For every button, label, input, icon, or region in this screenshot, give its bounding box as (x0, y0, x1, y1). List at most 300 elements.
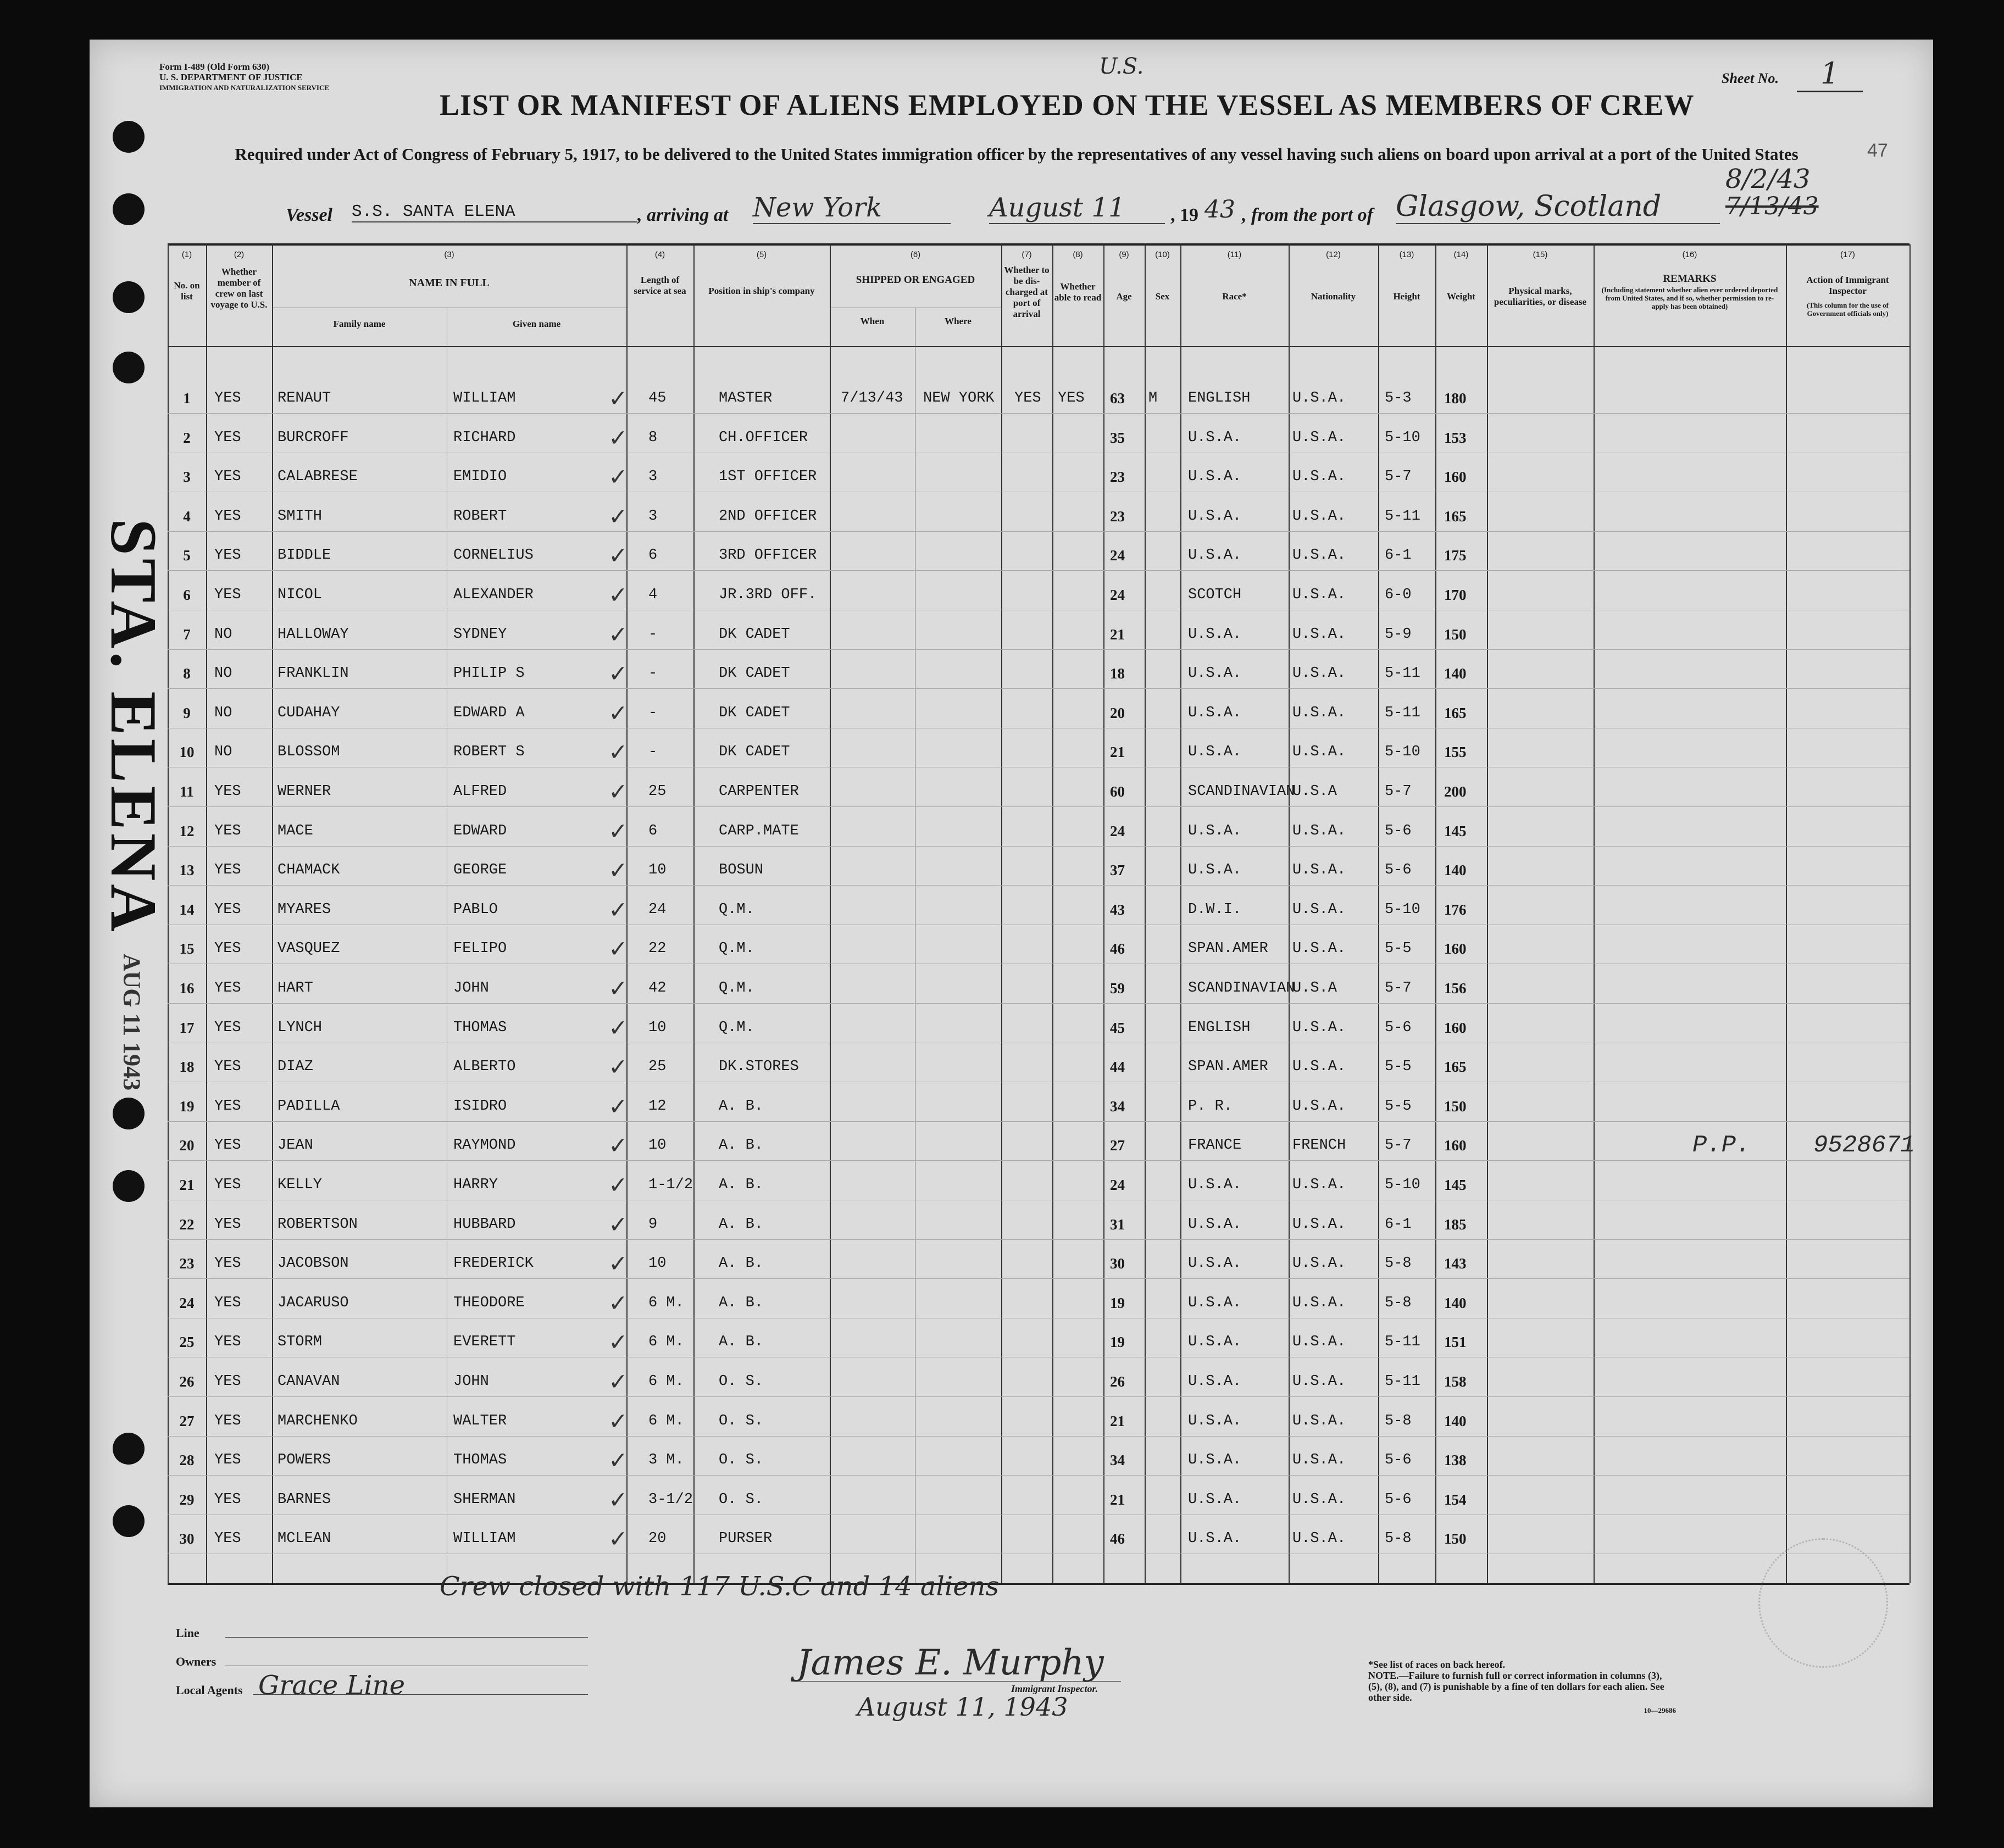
row-number: 1 (183, 390, 191, 407)
cell-given: THEODORE (453, 1294, 525, 1311)
row-number: 12 (179, 822, 195, 839)
cell-member: YES (214, 862, 241, 879)
cell-length: 6 (648, 822, 658, 839)
cell-weight: 150 (1444, 1098, 1467, 1115)
cell-age: 24 (1110, 547, 1125, 564)
cell-length: 4 (648, 587, 658, 603)
col-line (206, 244, 207, 1583)
cell-member: YES (214, 1137, 241, 1154)
cell-weight: 156 (1444, 980, 1467, 997)
col-line (626, 244, 628, 1583)
cell-position: A. B. (719, 1255, 764, 1272)
cell-height: 5-5 (1385, 1098, 1412, 1115)
cell-weight: 140 (1444, 862, 1467, 879)
check-mark-icon: ✓ (610, 582, 626, 611)
check-mark-icon: ✓ (610, 975, 626, 1005)
cell-nationality: U.S.A. (1292, 1452, 1346, 1469)
cell-race: U.S.A. (1188, 429, 1242, 446)
punch-hole (113, 1505, 145, 1537)
cell-age: 24 (1110, 822, 1125, 839)
date-stamp: AUG 11 1943 (118, 953, 146, 1091)
col-num-1: (1) (181, 250, 192, 259)
check-mark-icon: ✓ (610, 1407, 626, 1438)
footnotes (1368, 1659, 1676, 1716)
vessel-label: Vessel (286, 205, 332, 225)
cell-family: LYNCH (277, 1019, 323, 1036)
cell-member: YES (214, 940, 241, 958)
cell-nationality: U.S.A. (1292, 1412, 1346, 1429)
row-number: 17 (179, 1019, 195, 1036)
cell-length: 6 M. (648, 1294, 684, 1311)
cell-given: CORNELIUS (453, 547, 534, 564)
cell-nationality: U.S.A. (1292, 587, 1346, 603)
cell-weight: 140 (1444, 1412, 1467, 1429)
punch-hole (113, 1433, 145, 1465)
header-family: Family name (333, 319, 386, 329)
cell-position: CARP.MATE (719, 822, 799, 839)
cell-weight: 165 (1444, 704, 1467, 721)
header-age: Age (1116, 291, 1132, 302)
title-insert: U.S. (1099, 54, 1144, 79)
cell-age: 46 (1110, 1530, 1125, 1548)
row-rule (168, 688, 1909, 689)
cell-race: U.S.A. (1188, 1373, 1242, 1390)
cell-weight: 165 (1444, 508, 1467, 525)
cell-length: 8 (648, 429, 658, 446)
header-position: Position in ship's company (708, 286, 815, 296)
cell-member: NO (214, 626, 232, 643)
owners-label: Owners (176, 1655, 217, 1668)
cell-age: 18 (1110, 665, 1125, 682)
col-num-13: (13) (1399, 250, 1414, 259)
cell-age: 21 (1110, 1491, 1125, 1508)
subtitle: Required under Act of Congress of February 5, 1917, to be delivered to the United States immigration officer by the representatives of any vessel having such aliens on board upon arrival at a port of the United States (235, 144, 1798, 164)
check-mark-icon: ✓ (610, 424, 626, 454)
cell-age: 19 (1110, 1294, 1125, 1311)
cell-height: 5-8 (1385, 1294, 1412, 1311)
cell-weight: 165 (1444, 1059, 1467, 1076)
row-number: 26 (179, 1373, 195, 1390)
cell-race: U.S.A. (1188, 744, 1242, 761)
header-action: Action of Immigrant Inspector (1806, 275, 1889, 296)
cell-family: KELLY (277, 1177, 323, 1193)
cell-nationality: U.S.A. (1292, 1059, 1346, 1076)
row-number: 15 (179, 940, 195, 958)
header-nationality: Nationality (1311, 291, 1356, 302)
cell-race: U.S.A. (1188, 626, 1242, 643)
cell-given: RICHARD (453, 429, 516, 446)
col-line (1289, 244, 1290, 1583)
cell-weight: 176 (1444, 901, 1467, 918)
cell-age: 23 (1110, 469, 1125, 486)
col-num-9: (9) (1119, 250, 1129, 259)
row-rule (168, 531, 1909, 532)
cell-height: 5-9 (1385, 626, 1412, 643)
row-rule (168, 1396, 1909, 1397)
cell-race: U.S.A. (1188, 1530, 1242, 1548)
cell-height: 5-8 (1385, 1530, 1412, 1548)
cell-position: DK CADET (719, 626, 790, 643)
cell-given: EVERETT (453, 1334, 516, 1351)
cell-position: BOSUN (719, 862, 764, 879)
cell-nationality: U.S.A. (1292, 822, 1346, 839)
inspector-label: Immigrant Inspector. (1011, 1683, 1098, 1694)
row-number: 16 (179, 980, 195, 997)
cell-race: SPAN.AMER (1188, 1059, 1268, 1076)
cell-age: 27 (1110, 1137, 1125, 1154)
row-number: 30 (179, 1530, 195, 1548)
check-mark-icon: ✓ (610, 1250, 626, 1281)
cell-given: ALFRED (453, 783, 507, 800)
row-rule (168, 570, 1909, 571)
row-rule (168, 1239, 1909, 1240)
header-action-sub: (This column for the use of Government officials only) (1807, 301, 1889, 318)
row-number: 5 (183, 547, 191, 564)
cell-race: U.S.A. (1188, 1491, 1242, 1508)
cell-member: NO (214, 744, 232, 761)
cell-age: 35 (1110, 429, 1125, 446)
cell-race: U.S.A. (1188, 1452, 1242, 1469)
col-num-16: (16) (1682, 250, 1697, 259)
cell-length: 22 (648, 940, 667, 958)
col-line (1001, 244, 1002, 1583)
cell-position: A. B. (719, 1334, 764, 1351)
cell-family: JEAN (277, 1137, 313, 1154)
cell-given: SYDNEY (453, 626, 507, 643)
cell-family: NICOL (277, 587, 323, 603)
cell-length: 20 (648, 1530, 667, 1548)
cell-age: 24 (1110, 1177, 1125, 1193)
cell-member: YES (214, 1019, 241, 1036)
cell-given: WILLIAM (453, 1530, 516, 1548)
header-read: Whether able to read (1054, 281, 1102, 303)
cell-member: YES (214, 1294, 241, 1311)
cell-given: PHILIP S (453, 665, 525, 682)
cell-member: YES (214, 1059, 241, 1076)
cell-weight: 160 (1444, 1137, 1467, 1154)
cell-given: EDWARD (453, 822, 507, 839)
header-remarks: REMARKS (1663, 273, 1717, 285)
cell-position: O. S. (719, 1491, 764, 1508)
cell-nationality: U.S.A. (1292, 862, 1346, 879)
cell-position: 2ND OFFICER (719, 508, 817, 525)
header-physical: Physical marks, peculiarities, or disease (1494, 286, 1587, 307)
row-number: 2 (183, 429, 191, 446)
cell-height: 5-6 (1385, 822, 1412, 839)
crew-note: Crew closed with 117 U.S.C and 14 aliens (440, 1571, 1000, 1602)
header-given: Given name (512, 319, 561, 329)
col-line (1435, 244, 1436, 1583)
arriving-port: New York (753, 192, 951, 224)
cell-nationality: U.S.A. (1292, 626, 1346, 643)
row-number: 8 (183, 665, 191, 682)
check-mark-icon: ✓ (610, 817, 626, 848)
cell-position: A. B. (719, 1216, 764, 1233)
cell-height: 5-6 (1385, 1019, 1412, 1036)
departure-port: Glasgow, Scotland (1396, 190, 1720, 224)
cell-race: U.S.A. (1188, 547, 1242, 564)
cell-given: EDWARD A (453, 704, 525, 721)
cell-nationality: U.S.A. (1292, 1216, 1346, 1233)
cell-weight: 185 (1444, 1216, 1467, 1233)
col-line (1487, 244, 1488, 1583)
corner-date: 8/2/43 (1725, 164, 1811, 194)
col-line (693, 244, 695, 1583)
cell-read: YES (1058, 390, 1085, 407)
row-number: 25 (179, 1334, 195, 1351)
row-number: 14 (179, 901, 195, 918)
cell-weight: 138 (1444, 1452, 1467, 1469)
agents-label: Local Agents (176, 1683, 243, 1697)
cell-given: ALBERTO (453, 1059, 516, 1076)
row-number: 9 (183, 704, 191, 721)
cell-weight: 150 (1444, 1530, 1467, 1548)
cell-height: 5-10 (1385, 1177, 1420, 1193)
check-mark-icon: ✓ (610, 1014, 626, 1044)
cell-age: 60 (1110, 783, 1125, 800)
cell-given: WALTER (453, 1412, 507, 1429)
col-line (1145, 244, 1146, 1583)
cell-sex: M (1148, 390, 1158, 407)
cell-weight: 143 (1444, 1255, 1467, 1272)
vessel-stamp (92, 478, 175, 935)
punch-hole (113, 121, 145, 153)
cell-age: 45 (1110, 1019, 1125, 1036)
cell-length: 25 (648, 1059, 667, 1076)
punch-hole (113, 193, 145, 225)
header-weight: Weight (1447, 291, 1475, 302)
cell-member: YES (214, 508, 241, 525)
row-number: 22 (179, 1216, 195, 1233)
cell-nationality: U.S.A. (1292, 1255, 1346, 1272)
cell-given: SHERMAN (453, 1491, 516, 1508)
sheet-label: Sheet No. (1722, 70, 1779, 86)
agents-value: Grace Line (258, 1670, 405, 1701)
cell-length: 3 (648, 508, 658, 525)
cell-height: 5-6 (1385, 862, 1412, 879)
cell-height: 5-11 (1385, 704, 1420, 721)
cell-family: CUDAHAY (277, 704, 340, 721)
cell-member: NO (214, 704, 232, 721)
header-height: Height (1393, 291, 1420, 302)
cell-height: 5-5 (1385, 1059, 1412, 1076)
cell-length: 25 (648, 783, 667, 800)
cell-length: 6 M. (648, 1373, 684, 1390)
cell-nationality: U.S.A. (1292, 665, 1346, 682)
cell-nationality: U.S.A. (1292, 1177, 1346, 1193)
check-mark-icon: ✓ (610, 699, 626, 730)
vessel-name: S.S. SANTA ELENA (352, 202, 637, 222)
cell-position: DK CADET (719, 665, 790, 682)
row-number: 21 (179, 1177, 195, 1193)
cell-nationality: U.S.A. (1292, 940, 1346, 958)
cell-race: U.S.A. (1188, 665, 1242, 682)
check-mark-icon: ✓ (610, 1368, 626, 1398)
cell-position: A. B. (719, 1137, 764, 1154)
row-rule (168, 1160, 1909, 1161)
row-rule (168, 1475, 1909, 1476)
fine-note: NOTE.—Failure to furnish full or correct information in columns (3), (5), (8), and (7) is punishable by a fine of ten dollars for each alien. See other side. (1368, 1670, 1664, 1703)
cell-member: YES (214, 1177, 241, 1193)
header-no: No. on list (174, 280, 200, 302)
col-line (1180, 244, 1181, 1583)
cell-member: YES (214, 1255, 241, 1272)
cell-family: PADILLA (277, 1098, 340, 1115)
check-mark-icon: ✓ (610, 385, 626, 415)
cell-race: SPAN.AMER (1188, 940, 1268, 958)
cell-given: FREDERICK (453, 1255, 534, 1272)
cell-family: STORM (277, 1334, 323, 1351)
header-bottom-rule (168, 346, 1909, 347)
cell-age: 34 (1110, 1452, 1125, 1469)
cell-length: 42 (648, 980, 667, 997)
cell-member: YES (214, 1412, 241, 1429)
cell-member: YES (214, 1216, 241, 1233)
cell-nationality: U.S.A. (1292, 704, 1346, 721)
check-mark-icon: ✓ (610, 739, 626, 769)
cell-length: 6 M. (648, 1412, 684, 1429)
row-rule (168, 846, 1909, 847)
check-mark-icon: ✓ (610, 1486, 626, 1516)
cell-family: MCLEAN (277, 1530, 331, 1548)
cell-given: JOHN (453, 980, 489, 997)
cell-nationality: U.S.A. (1292, 744, 1346, 761)
cell-family: POWERS (277, 1452, 331, 1469)
cell-height: 5-8 (1385, 1255, 1412, 1272)
cell-given: HARRY (453, 1177, 498, 1193)
vessel-stamp-text: STA. ELENA (97, 519, 170, 935)
check-mark-icon: ✓ (610, 1329, 626, 1359)
cell-weight: 175 (1444, 547, 1467, 564)
row-rule (168, 413, 1909, 414)
cell-race: U.S.A. (1188, 1294, 1242, 1311)
cell-length: 1-1/2 (648, 1177, 693, 1193)
check-mark-icon: ✓ (610, 621, 626, 651)
cell-family: WERNER (277, 783, 331, 800)
cell-race: U.S.A. (1188, 508, 1242, 525)
check-mark-icon: ✓ (610, 464, 626, 494)
cell-member: YES (214, 980, 241, 997)
cell-race: U.S.A. (1188, 1412, 1242, 1429)
cell-family: DIAZ (277, 1059, 313, 1076)
row-rule (168, 885, 1909, 886)
cell-height: 5-11 (1385, 1334, 1420, 1351)
cell-length: 3-1/2 (648, 1491, 693, 1508)
cell-weight: 154 (1444, 1491, 1467, 1508)
line-label: Line (176, 1626, 199, 1640)
cell-race: U.S.A. (1188, 469, 1242, 486)
cell-remarks: P.P. (1692, 1132, 1751, 1160)
row-number: 11 (180, 783, 194, 800)
cell-given: HUBBARD (453, 1216, 516, 1233)
cell-position: CH.OFFICER (719, 429, 808, 446)
check-mark-icon: ✓ (610, 896, 626, 926)
cell-age: 26 (1110, 1373, 1125, 1390)
cell-height: 5-11 (1385, 665, 1420, 682)
cell-weight: 140 (1444, 665, 1467, 682)
form-number: Form I-489 (Old Form 630) U. S. DEPARTMENT OF JUSTICE IMMIGRATION AND NATURALIZATION SERVICE (159, 62, 330, 92)
cell-weight: 170 (1444, 587, 1467, 603)
row-number: 4 (183, 508, 191, 525)
check-mark-icon: ✓ (610, 1526, 626, 1556)
cell-position: JR.3RD OFF. (719, 587, 817, 603)
cell-position: Q.M. (719, 901, 754, 918)
table-bottom-rule (168, 1583, 1909, 1585)
col-num-8: (8) (1073, 250, 1083, 259)
sign-date: August 11, 1943 (857, 1692, 1068, 1722)
cell-race: ENGLISH (1188, 1019, 1251, 1036)
cell-given: PABLO (453, 901, 498, 918)
cell-weight: 151 (1444, 1334, 1467, 1351)
cell-race: U.S.A. (1188, 1334, 1242, 1351)
cell-length: 3 M. (648, 1452, 684, 1469)
cell-length: 3 (648, 469, 658, 486)
cell-position: DK CADET (719, 744, 790, 761)
cell-family: BIDDLE (277, 547, 331, 564)
cell-given: ROBERT S (453, 744, 525, 761)
cell-length: 45 (648, 390, 667, 407)
sheet-number: 1 (1797, 56, 1863, 92)
cell-race: SCANDINAVIAN (1188, 980, 1295, 997)
header-sex: Sex (1155, 291, 1170, 302)
row-rule (168, 1436, 1909, 1437)
cell-weight: 153 (1444, 429, 1467, 446)
col-line (272, 244, 273, 1583)
cell-age: 19 (1110, 1334, 1125, 1351)
col-line (1909, 244, 1911, 1583)
cell-position: DK CADET (719, 704, 790, 721)
cell-weight: 160 (1444, 1019, 1467, 1036)
cell-family: VASQUEZ (277, 940, 340, 958)
cell-nationality: U.S.A (1292, 783, 1337, 800)
cell-height: 5-6 (1385, 1491, 1412, 1508)
cell-member: YES (214, 429, 241, 446)
cell-member: YES (214, 390, 241, 407)
cell-position: Q.M. (719, 940, 754, 958)
cell-position: O. S. (719, 1452, 764, 1469)
cell-given: GEORGE (453, 862, 507, 879)
cell-position: CARPENTER (719, 783, 799, 800)
cell-length: 6 M. (648, 1334, 684, 1351)
cell-weight: 200 (1444, 783, 1467, 800)
cell-family: ROBERTSON (277, 1216, 358, 1233)
cell-weight: 180 (1444, 390, 1467, 407)
row-number: 19 (179, 1098, 195, 1115)
signature-rule (791, 1681, 1121, 1682)
col-num-3: (3) (444, 250, 454, 259)
cell-nationality: U.S.A. (1292, 429, 1346, 446)
cell-position: DK.STORES (719, 1059, 799, 1076)
cell-family: CALABRESE (277, 469, 358, 486)
cell-member: YES (214, 1452, 241, 1469)
arrival-date: August 11 (989, 192, 1165, 224)
cell-family: BURCROFF (277, 429, 349, 446)
header-shipped: SHIPPED OR ENGAGED (856, 274, 975, 286)
col-num-5: (5) (756, 250, 767, 259)
row-rule (168, 806, 1909, 807)
check-mark-icon: ✓ (610, 936, 626, 966)
cell-age: 31 (1110, 1216, 1125, 1233)
cell-family: SMITH (277, 508, 323, 525)
cell-age: 63 (1110, 390, 1125, 407)
cell-member: YES (214, 822, 241, 839)
cell-given: JOHN (453, 1373, 489, 1390)
cell-family: HALLOWAY (277, 626, 349, 643)
cell-nationality: U.S.A (1292, 980, 1337, 997)
cell-length: - (648, 626, 658, 643)
cell-height: 5-7 (1385, 980, 1412, 997)
cell-nationality: U.S.A. (1292, 1530, 1346, 1548)
